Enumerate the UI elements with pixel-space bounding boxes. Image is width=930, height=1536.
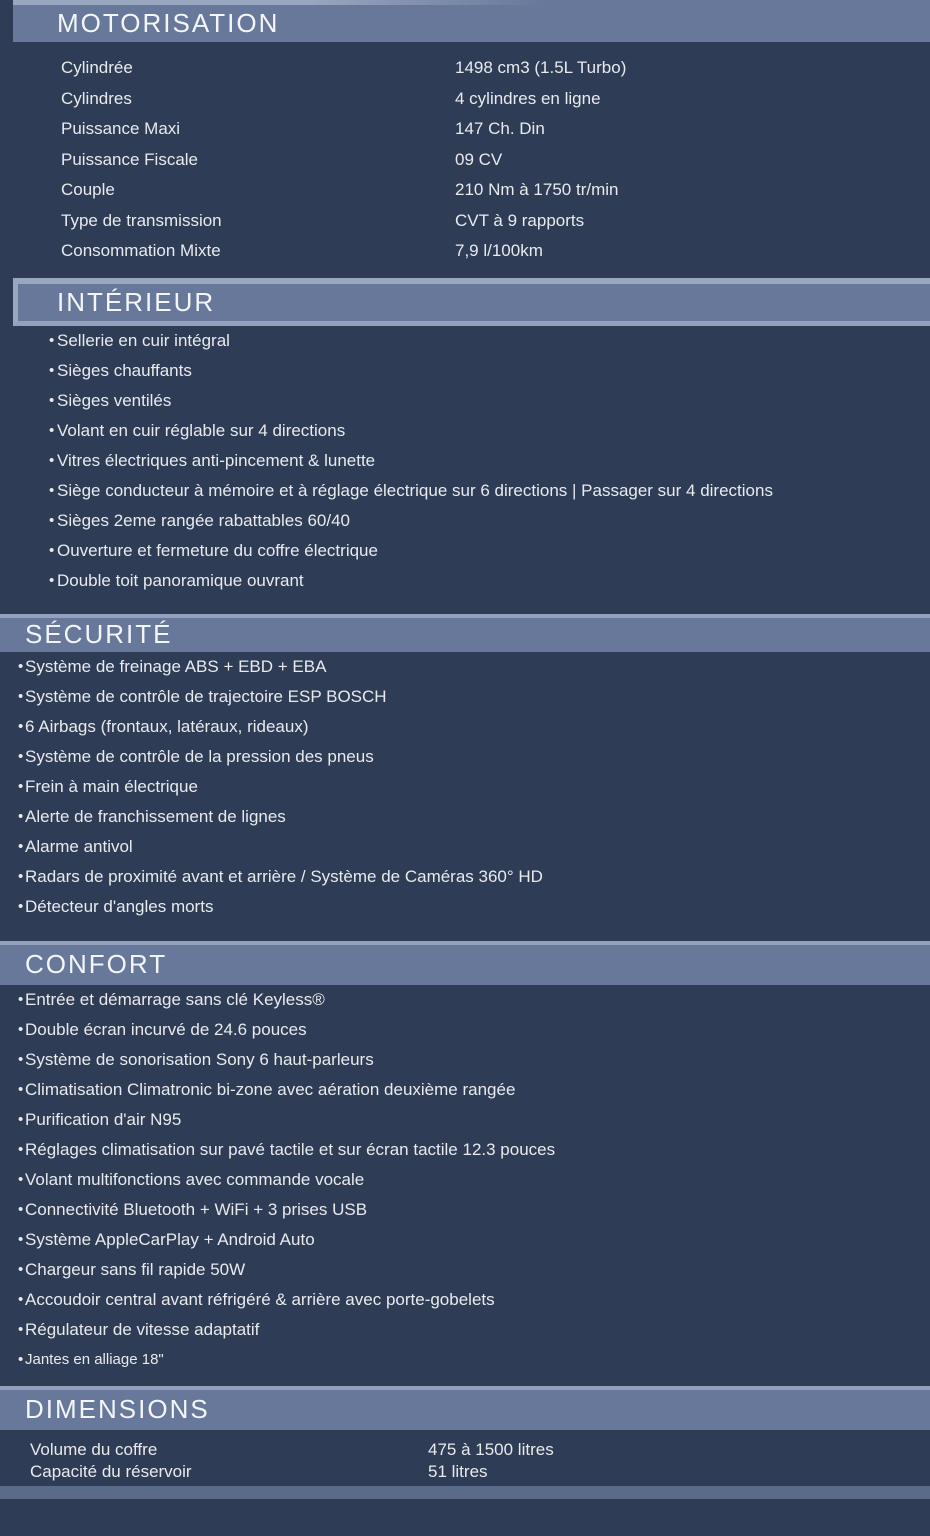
spec-label: Cylindrée [61, 58, 133, 77]
list-item: • Connectivité Bluetooth + WiFi + 3 prises USB [0, 1195, 930, 1225]
section-title-confort: CONFORT [25, 949, 168, 979]
section-header-dimensions [0, 1386, 930, 1430]
motorisation-spec-table [0, 53, 930, 267]
spec-label: Consommation Mixte [61, 241, 221, 260]
interieur-feature-list [0, 326, 930, 596]
section-header-interieur [13, 278, 930, 326]
spec-row [61, 114, 930, 145]
spec-label: Puissance Maxi [61, 119, 181, 138]
list-item: • Ouverture et fermeture du coffre électrique [0, 536, 930, 566]
spec-label: Puissance Fiscale [61, 149, 199, 169]
list-item: • Alarme antivol [0, 832, 930, 862]
list-item: • Frein à main électrique [0, 772, 930, 802]
spec-label: Volume du coffre [30, 1439, 158, 1459]
list-item: • Accoudoir central avant réfrigéré & arrière avec porte-gobelets [0, 1285, 930, 1315]
list-item: • Double écran incurvé de 24.6 pouces [0, 1015, 930, 1045]
spec-value: CVT à 9 rapports [455, 210, 585, 230]
section-title-securite: SÉCURITÉ [25, 619, 173, 649]
spec-row [61, 206, 930, 237]
list-item: • Entrée et démarrage sans clé Keyless® [0, 985, 930, 1015]
list-item: • Volant multifonctions avec commande vocale [0, 1165, 930, 1195]
spec-label: Cylindres [61, 88, 132, 108]
list-item: • 6 Airbags (frontaux, latéraux, rideaux) [0, 712, 930, 742]
section-header-motorisation [13, 0, 930, 42]
list-item: • Double toit panoramique ouvrant [0, 566, 930, 596]
list-item: • Volant en cuir réglable sur 4 directions [0, 416, 930, 446]
list-item: • Détecteur d'angles morts [0, 892, 930, 922]
spec-value: 147 Ch. Din [455, 119, 545, 138]
list-item: • Réglages climatisation sur pavé tactile et sur écran tactile 12.3 pouces [0, 1135, 930, 1165]
spec-value: 51 litres [428, 1461, 488, 1481]
section-interieur [0, 278, 930, 596]
section-dimensions [0, 1386, 930, 1483]
dimensions-spec-table [0, 1439, 930, 1483]
list-item: • Régulateur de vitesse adaptatif [0, 1315, 930, 1345]
list-item: • Radars de proximité avant et arrière / Système de Caméras 360° HD [0, 862, 930, 892]
list-item: • Jantes en alliage 18" [0, 1345, 930, 1375]
list-item: • Sièges chauffants [0, 356, 930, 386]
list-item: • Système de contrôle de trajectoire ESP BOSCH [0, 682, 930, 712]
spec-row [30, 1439, 930, 1461]
section-title-dimensions: DIMENSIONS [25, 1394, 210, 1424]
spec-row [61, 175, 930, 206]
spec-row [61, 84, 930, 115]
section-header-securite [0, 614, 930, 652]
list-item: • Sellerie en cuir intégral [0, 326, 930, 356]
list-item: • Sièges 2eme rangée rabattables 60/40 [0, 506, 930, 536]
spec-value: 475 à 1500 litres [428, 1439, 554, 1459]
section-confort [0, 941, 930, 1375]
spec-row [61, 53, 930, 84]
section-motorisation [0, 0, 930, 267]
spec-row [30, 1461, 930, 1483]
spec-label: Couple [61, 180, 115, 199]
securite-feature-list [0, 652, 930, 922]
spec-value: 4 cylindres en ligne [455, 88, 601, 108]
section-header-confort [0, 941, 930, 985]
spec-value: 7,9 l/100km [455, 241, 543, 260]
section-title-motorisation: MOTORISATION [57, 8, 280, 38]
list-item: • Purification d'air N95 [0, 1105, 930, 1135]
section-securite [0, 614, 930, 922]
confort-feature-list [0, 985, 930, 1375]
bottom-accent-strip [0, 1486, 930, 1499]
list-item: • Sièges ventilés [0, 386, 930, 416]
list-item: • Alerte de franchissement de lignes [0, 802, 930, 832]
section-title-interieur: INTÉRIEUR [57, 286, 216, 317]
list-item: • Climatisation Climatronic bi-zone avec aération deuxième rangée [0, 1075, 930, 1105]
spec-label: Type de transmission [61, 210, 222, 230]
list-item: • Vitres électriques anti-pincement & lunette [0, 446, 930, 476]
list-item: • Siège conducteur à mémoire et à réglage électrique sur 6 directions | Passager sur 4 directions [0, 476, 930, 506]
spec-value: 210 Nm à 1750 tr/min [455, 180, 619, 199]
list-item: • Chargeur sans fil rapide 50W [0, 1255, 930, 1285]
spec-row [61, 145, 930, 176]
list-item: • Système de sonorisation Sony 6 haut-parleurs [0, 1045, 930, 1075]
spec-row [61, 236, 930, 267]
list-item: • Système de contrôle de la pression des pneus [0, 742, 930, 772]
list-item: • Système de freinage ABS + EBD + EBA [0, 652, 930, 682]
spec-value: 09 CV [455, 149, 503, 169]
spec-value: 1498 cm3 (1.5L Turbo) [455, 58, 627, 77]
spec-label: Capacité du réservoir [30, 1461, 192, 1481]
list-item: • Système AppleCarPlay + Android Auto [0, 1225, 930, 1255]
